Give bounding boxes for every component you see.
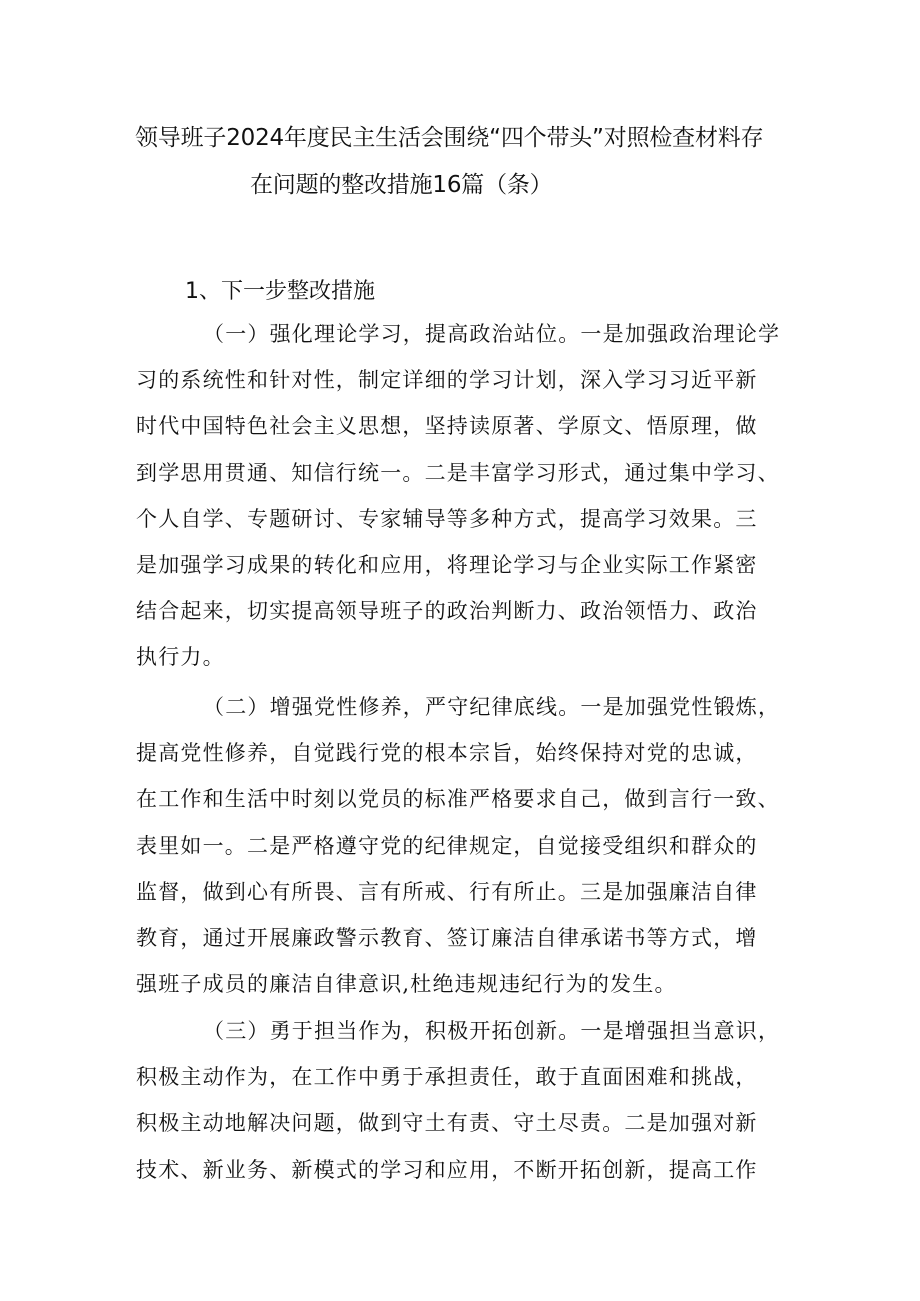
paragraph-line: 结合起来，切实提高领导班子的政治判断力、政治领悟力、政治 [136,599,758,624]
paragraph-line: 监督，做到心有所畏、言有所戒、行有所止。三是加强廉洁自律 [136,879,758,904]
paragraph-line: 强班子成员的廉洁自律意识,杜绝违规违纪行为的发生。 [136,972,677,997]
paragraph-line: 积极主动作为，在工作中勇于承担责任，敢于直面困难和挑战， [136,1065,758,1090]
paragraph-1 [136,311,796,681]
paragraph-line: 是加强学习成果的转化和应用，将理论学习与企业实际工作紧密 [136,552,758,577]
document-title-line-2: 在问题的整改措施16篇（条） [250,172,553,198]
paragraph-line: 习的系统性和针对性，制定详细的学习计划，深入学习习近平新 [136,368,758,393]
paragraph-line: 教育，通过开展廉政警示教育、签订廉洁自律承诺书等方式，增 [136,925,758,950]
paragraph-line: 时代中国特色社会主义思想，坚持读原著、学原文、悟原理，做 [136,414,758,439]
paragraph-line: 积极主动地解决问题，做到守土有责、守土尽责。二是加强对新 [136,1111,758,1136]
paragraph-2 [136,684,796,1007]
paragraph-line: （一）强化理论学习，提高政治站位。一是加强政治理论学 [203,322,781,346]
paragraph-line: 技术、新业务、新模式的学习和应用，不断开拓创新，提高工作 [136,1157,758,1182]
paragraph-line: 执行力。 [136,645,225,670]
paragraph-3 [136,1008,796,1193]
document-title-line-1: 领导班子2024年度民主生活会围绕“四个带头”对照检查材料存 [135,125,764,151]
paragraph-line: 到学思用贯通、知信行统一。二是丰富学习形式，通过集中学习、 [136,460,780,485]
paragraph-line: （三）勇于担当作为，积极开拓创新。一是增强担当意识， [203,1019,781,1043]
section-heading: 1、下一步整改措施 [185,279,375,304]
paragraph-line: 个人自学、专题研讨、专家辅导等多种方式，提高学习效果。三 [136,506,758,531]
paragraph-line: 表里如一。二是严格遵守党的纪律规定，自觉接受组织和群众的 [136,833,758,858]
paragraph-line: （二）增强党性修养，严守纪律底线。一是加强党性锻炼， [203,695,781,719]
paragraph-line: 提高党性修养，自觉践行党的根本宗旨，始终保持对党的忠诚， [136,741,758,766]
paragraph-line: 在工作和生活中时刻以党员的标准严格要求自己，做到言行一致、 [136,787,780,812]
